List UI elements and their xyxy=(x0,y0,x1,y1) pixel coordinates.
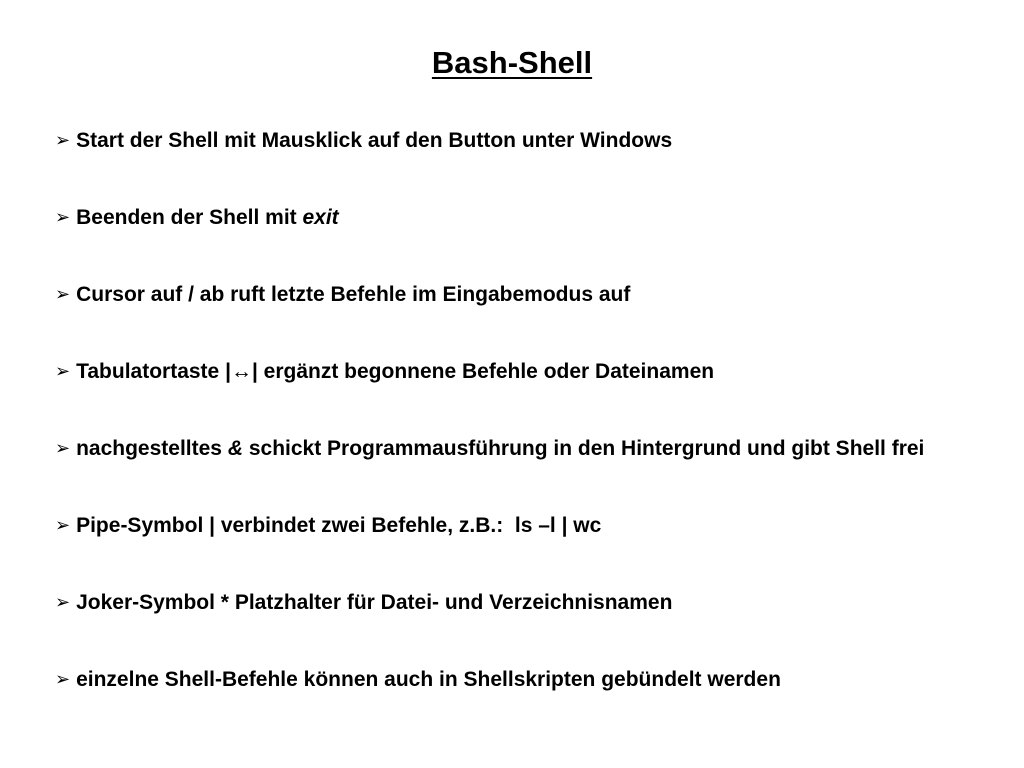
bullet-emphasis: & xyxy=(227,437,243,460)
bullet-text: Start der Shell mit Mausklick auf den Button unter Windows xyxy=(76,129,673,152)
bullet-list xyxy=(55,125,965,741)
arrow-bullet-icon: ➢ xyxy=(55,515,71,536)
bullet-item-exit-shell xyxy=(55,202,965,234)
bullet-text: Pipe-Symbol | verbindet zwei Befehle, z.B.: ls –l | wc xyxy=(76,514,602,537)
bullet-item-joker-symbol xyxy=(55,587,965,619)
arrow-bullet-icon: ➢ xyxy=(55,361,71,382)
bullet-text-before: nachgestelltes xyxy=(76,437,228,460)
bullet-text-after: schickt Programmausführung in den Hintergrund und gibt Shell frei xyxy=(243,437,925,460)
bullet-item-shell-scripts xyxy=(55,664,965,696)
bullet-item-pipe-symbol xyxy=(55,510,965,542)
bullet-item-start-shell xyxy=(55,125,965,157)
bullet-item-tab-completion xyxy=(55,356,965,388)
arrow-bullet-icon: ➢ xyxy=(55,284,71,305)
bullet-text: Beenden der Shell mit xyxy=(76,206,303,229)
arrow-bullet-icon: ➢ xyxy=(55,592,71,613)
arrow-bullet-icon: ➢ xyxy=(55,438,71,459)
arrow-bullet-icon: ➢ xyxy=(55,669,71,690)
bullet-text: Joker-Symbol * Platzhalter für Datei- und Verzeichnisnamen xyxy=(76,591,673,614)
bullet-text: Tabulatortaste |↔| ergänzt begonnene Befehle oder Dateinamen xyxy=(76,360,715,383)
slide-title xyxy=(0,43,1024,83)
bullet-item-cursor-history xyxy=(55,279,965,311)
arrow-bullet-icon: ➢ xyxy=(55,130,71,151)
bullet-text: Cursor auf / ab ruft letzte Befehle im Eingabemodus auf xyxy=(76,283,631,306)
bullet-text: einzelne Shell-Befehle können auch in Shellskripten gebündelt werden xyxy=(76,668,781,691)
slide-title-text: Bash-Shell xyxy=(431,45,593,80)
arrow-bullet-icon: ➢ xyxy=(55,207,71,228)
bullet-emphasis: exit xyxy=(302,206,339,229)
bullet-item-background-job xyxy=(55,433,965,465)
